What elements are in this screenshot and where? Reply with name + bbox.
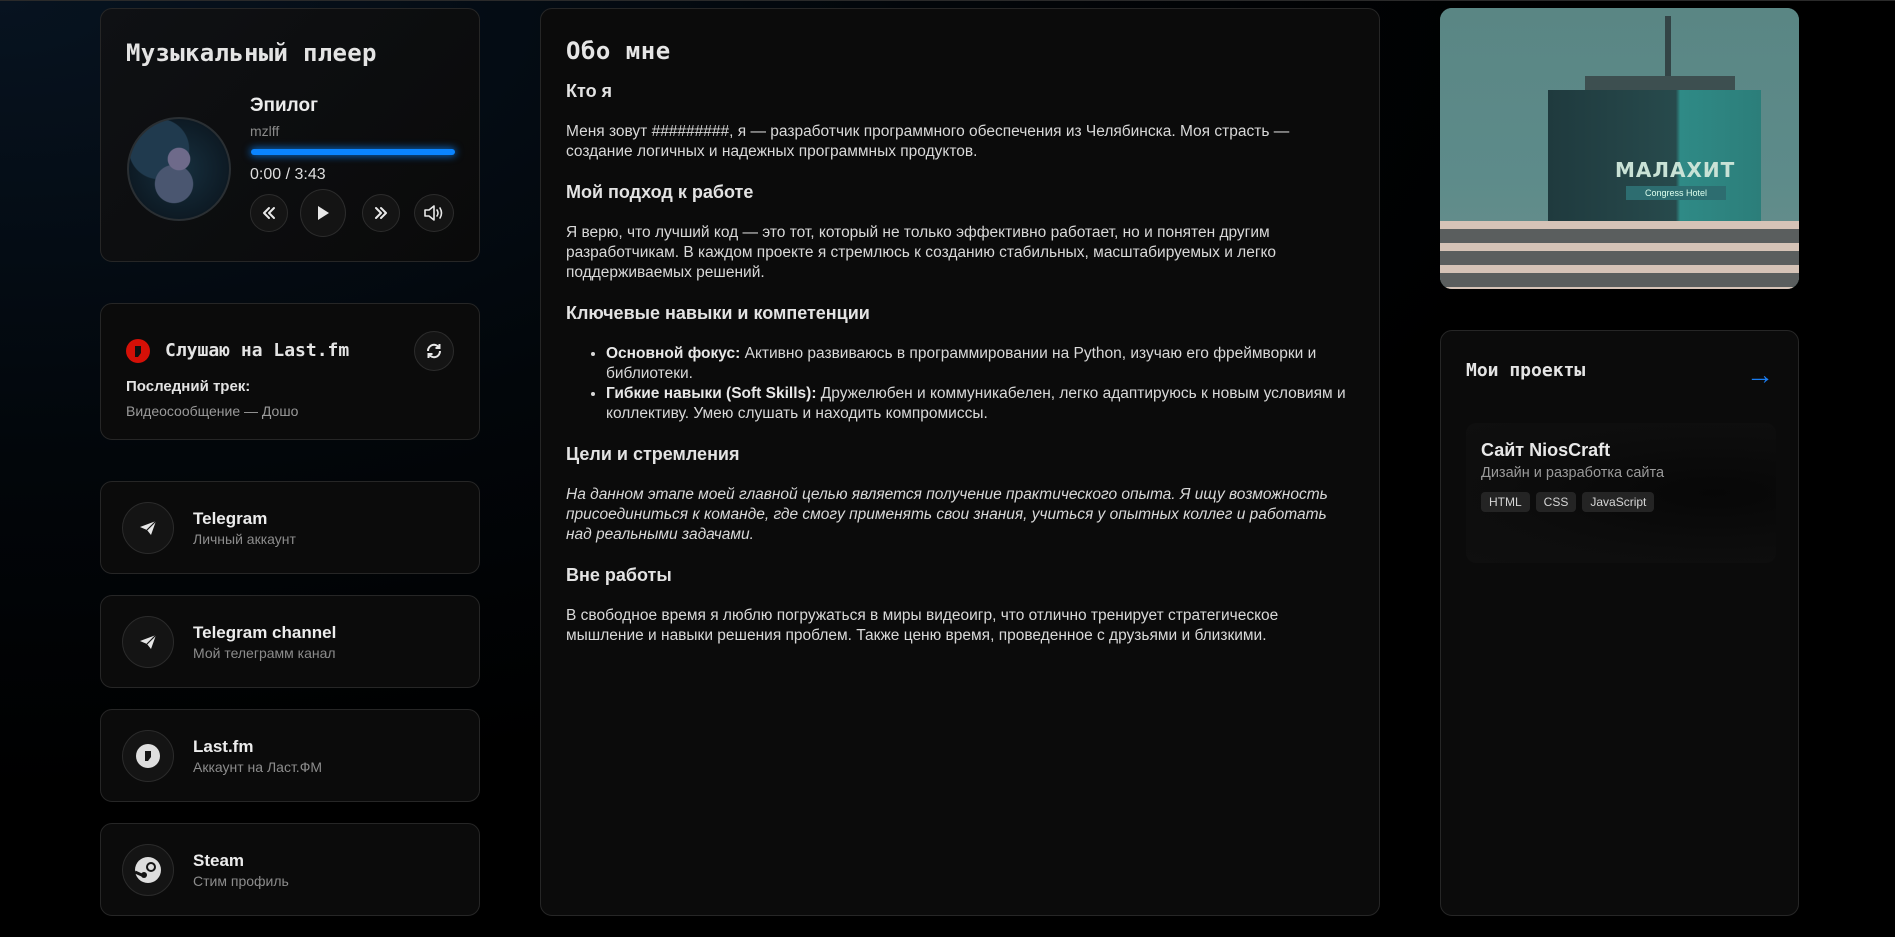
play-icon (316, 205, 330, 221)
prev-button[interactable] (250, 194, 288, 232)
play-button[interactable] (300, 189, 346, 237)
lastfm-title: Слушаю на Last.fm (165, 340, 350, 361)
progress-bar[interactable] (251, 149, 455, 155)
steam-icon (122, 844, 174, 896)
track-title: Эпилог (250, 95, 319, 116)
link-name: Telegram channel (193, 623, 337, 642)
link-desc: Личный аккаунт (193, 531, 296, 547)
volume-button[interactable] (414, 194, 454, 232)
section-heading: Ключевые навыки и компетенции (566, 303, 870, 323)
refresh-button[interactable] (414, 331, 454, 371)
link-desc: Аккаунт на Ласт.ФМ (193, 759, 322, 775)
photo-sign-text: МАЛАХИТ (1615, 158, 1736, 182)
lastfm-logo-icon (126, 339, 150, 363)
skills-list (606, 344, 1354, 424)
link-lastfm[interactable] (100, 709, 480, 802)
section-heading: Кто я (566, 81, 613, 101)
refresh-icon (425, 342, 443, 360)
telegram-icon (122, 616, 174, 668)
section-text: На данном этапе моей главной целью является получение практического опыта. Я ищу возможность присоединиться к команде, где смогу применять свои знания, учиться у опытных коллег и работать над реальными задачами. (566, 486, 1328, 543)
section-heading: Вне работы (566, 565, 672, 585)
tag: JavaScript (1582, 492, 1654, 512)
skill-item: • Гибкие навыки (Soft Skills): Дружелюбен и коммуникабелен, легко адаптируюсь к новым условиям и коллективу. Умею слушать и находить компромиссы. (606, 384, 1354, 424)
project-card[interactable] (1466, 423, 1776, 563)
project-tags (1481, 492, 1654, 512)
section-heading: Мой подход к работе (566, 182, 754, 202)
projects-card (1440, 330, 1799, 916)
player-title: Музыкальный плеер (126, 39, 377, 67)
link-desc: Стим профиль (193, 873, 289, 889)
link-telegram[interactable] (100, 481, 480, 574)
link-name: Last.fm (193, 737, 254, 756)
project-desc: Дизайн и разработка сайта (1481, 465, 1665, 481)
link-name: Telegram (193, 509, 268, 528)
last-track-value: Видеосообщение — Дошо (126, 403, 299, 419)
rewind-icon (261, 205, 277, 221)
lastfm-icon (122, 730, 174, 782)
photo-sign-subtext: Congress Hotel (1626, 186, 1726, 200)
about-card (540, 8, 1380, 916)
next-button[interactable] (362, 194, 400, 232)
city-photo (1440, 8, 1799, 289)
lastfm-now-playing-card (100, 303, 480, 440)
section-text: Я верю, что лучший код — это тот, который не только эффективно работает, но и понятен другим разработчикам. В каждом проекте я стремлюсь к созданию стабильных, масштабируемых и легко поддерживаемых решений. (566, 224, 1277, 281)
track-artist: mzlff (250, 123, 280, 139)
project-name: Сайт NiosCraft (1481, 440, 1611, 460)
skill-item: • Основной фокус: Активно развиваюсь в программировании на Python, изучаю его фреймворки и библиотеки. (606, 344, 1354, 384)
section-text: В свободное время я люблю погружаться в миры видеоигр, что отлично тренирует стратегическое мышление и навыки решения проблем. Также ценю время, проведенное с друзьями и близкими. (566, 607, 1279, 644)
link-name: Steam (193, 851, 245, 870)
link-steam[interactable] (100, 823, 480, 916)
last-track-label: Последний трек: (126, 378, 251, 395)
link-telegram-channel[interactable] (100, 595, 480, 688)
album-cover (127, 117, 231, 221)
projects-title: Мои проекты (1466, 360, 1586, 381)
music-player-card (100, 8, 480, 262)
track-time: 0:00 / 3:43 (250, 166, 326, 183)
section-text: Меня зовут #########, я — разработчик программного обеспечения из Челябинска. Моя страсть — создание логичных и надежных программных продуктов. (566, 123, 1290, 160)
about-title: Обо мне (566, 37, 671, 65)
link-desc: Мой телеграмм канал (193, 645, 336, 661)
tag: CSS (1536, 492, 1577, 512)
telegram-icon (122, 502, 174, 554)
volume-icon (423, 205, 445, 221)
tag: HTML (1481, 492, 1530, 512)
section-heading: Цели и стремления (566, 444, 740, 464)
fast-forward-icon (373, 205, 389, 221)
arrow-right-icon[interactable]: → (1746, 359, 1774, 390)
